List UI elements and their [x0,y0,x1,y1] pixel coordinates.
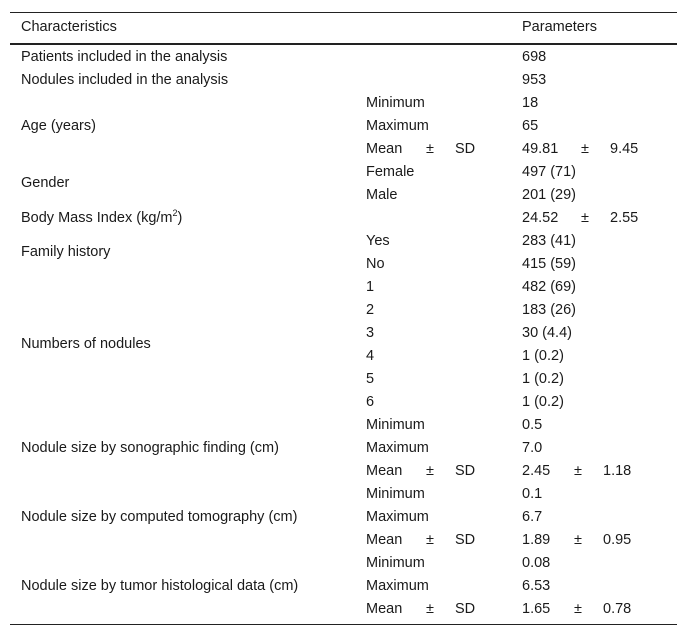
table-header-rule [10,43,677,45]
sono-min-label: Minimum [366,417,425,433]
histo-mean-label: Mean [366,601,403,617]
age-pm-value: ± [581,141,589,157]
family-yes-label: Yes [366,233,390,249]
histo-max-label: Maximum [366,578,429,594]
numbers-value: 1 (0.2) [522,371,564,387]
histo-pm-label: ± [426,601,434,617]
numbers-value: 183 (26) [522,302,577,318]
histo-max-value: 6.53 [522,578,551,594]
row-label-nodules: Nodules included in the analysis [21,72,229,88]
sono-sd-label: SD [455,463,476,479]
sono-max-value: 7.0 [522,440,543,456]
bmi-pm-value: ± [581,210,589,226]
sono-mean-value: 2.45 [522,463,551,479]
age-min-value: 18 [522,95,539,111]
histo-mean-value: 1.65 [522,601,551,617]
sono-max-label: Maximum [366,440,429,456]
sono-mean-label: Mean [366,463,403,479]
histo-sd-label: SD [455,601,476,617]
age-sd-label: SD [455,141,476,157]
family-no-label: No [366,256,385,272]
ct-max-value: 6.7 [522,509,543,525]
row-label-family-history: Family history [21,244,111,260]
ct-pm-label: ± [426,532,434,548]
age-max-label: Maximum [366,118,429,134]
gender-female-label: Female [366,164,415,180]
gender-female-value: 497 (71) [522,164,577,180]
ct-min-label: Minimum [366,486,425,502]
numbers-key: 4 [366,348,375,364]
histo-pm-value: ± [574,601,582,617]
bmi-mean-value: 24.52 [522,210,559,226]
row-label-age: Age (years) [21,118,96,134]
ct-mean-value: 1.89 [522,532,551,548]
row-label-gender: Gender [21,175,70,191]
numbers-key: 5 [366,371,375,387]
table-top-rule [10,12,677,13]
age-mean-label: Mean [366,141,403,157]
ct-sd-value: 0.95 [603,532,632,548]
row-label-histological: Nodule size by tumor histological data (cm) [21,578,299,594]
numbers-key: 6 [366,394,375,410]
age-sd-value: 9.45 [610,141,639,157]
value-patients: 698 [522,49,547,65]
ct-mean-label: Mean [366,532,403,548]
age-pm-label: ± [426,141,434,157]
sono-sd-value: 1.18 [603,463,632,479]
numbers-key: 3 [366,325,375,341]
sono-min-value: 0.5 [522,417,543,433]
row-label-computed-tomography: Nodule size by computed tomography (cm) [21,509,298,525]
age-min-label: Minimum [366,95,425,111]
numbers-key: 1 [366,279,375,295]
age-max-value: 65 [522,118,539,134]
row-label-sonographic: Nodule size by sonographic finding (cm) [21,440,279,456]
histo-min-value: 0.08 [522,555,551,571]
value-nodules: 953 [522,72,547,88]
numbers-value: 30 (4.4) [522,325,572,341]
sono-pm-value: ± [574,463,582,479]
header-characteristics: Characteristics [21,19,117,35]
row-label-numbers-of-nodules: Numbers of nodules [21,336,151,352]
gender-male-value: 201 (29) [522,187,577,203]
numbers-key: 2 [366,302,375,318]
table-bottom-rule [10,624,677,625]
histo-min-label: Minimum [366,555,425,571]
family-yes-value: 283 (41) [522,233,577,249]
ct-max-label: Maximum [366,509,429,525]
numbers-value: 1 (0.2) [522,348,564,364]
row-label-patients: Patients included in the analysis [21,49,228,65]
ct-sd-label: SD [455,532,476,548]
family-no-value: 415 (59) [522,256,577,272]
ct-min-value: 0.1 [522,486,543,502]
numbers-value: 482 (69) [522,279,577,295]
age-mean-value: 49.81 [522,141,559,157]
bmi-sd-value: 2.55 [610,210,639,226]
ct-pm-value: ± [574,532,582,548]
header-parameters: Parameters [522,19,597,35]
sono-pm-label: ± [426,463,434,479]
row-label-bmi: Body Mass Index $(kg/m^2)$ [21,208,183,226]
histo-sd-value: 0.78 [603,601,632,617]
numbers-value: 1 (0.2) [522,394,564,410]
gender-male-label: Male [366,187,398,203]
